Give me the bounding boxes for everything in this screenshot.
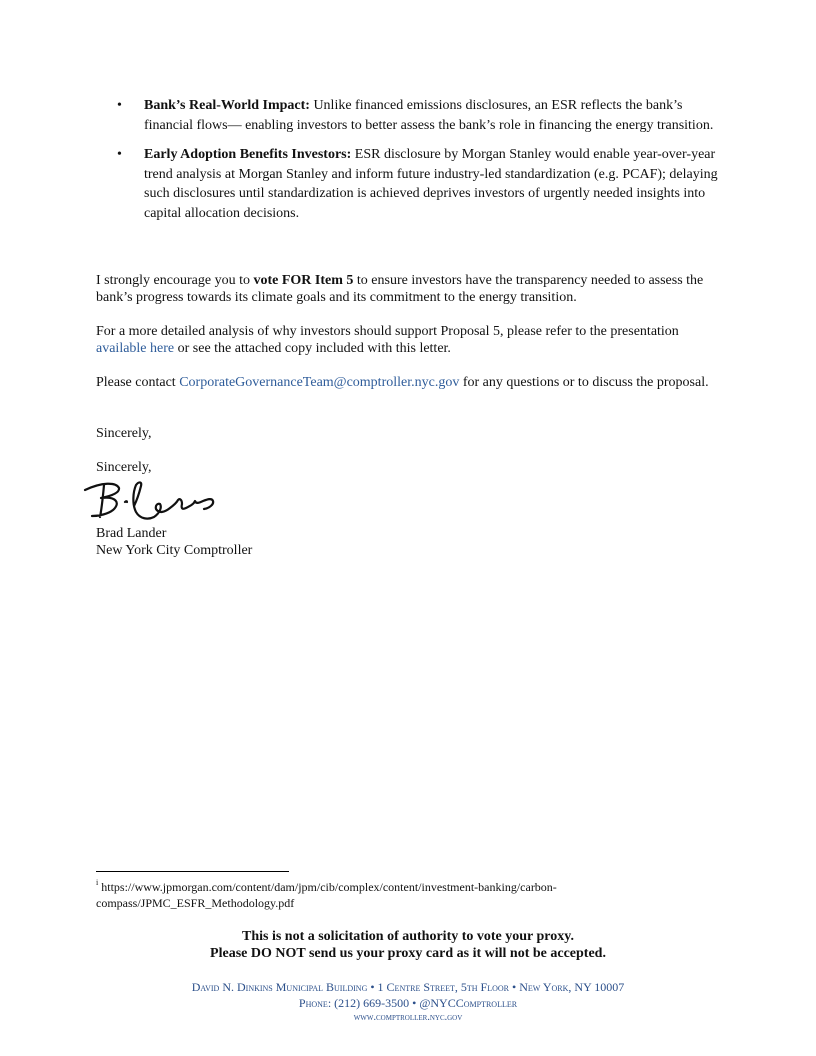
signer-name: Brad Lander — [96, 526, 167, 541]
address-line-2: Phone: (212) 669-3500 • @NYCComptroller — [298, 996, 518, 1010]
contact-paragraph — [96, 374, 722, 391]
footnote-divider — [96, 871, 289, 872]
closing-1: Sincerely, — [96, 426, 152, 441]
bullet-dot-icon: • — [117, 147, 122, 162]
contact-text: Please contact — [96, 375, 180, 390]
signature-icon — [82, 476, 254, 524]
address-line-1: David N. Dinkins Municipal Building • 1 Centre Street, 5th Floor • New York, NY 10007 — [191, 980, 625, 994]
bullet-lead: Bank’s Real-World Impact: — [144, 98, 310, 113]
email-link[interactable]: CorporateGovernanceTeam@comptroller.nyc.gov — [179, 375, 460, 390]
signer-title: New York City Comptroller — [96, 543, 253, 558]
bullet-item — [117, 96, 727, 135]
address-footer — [0, 979, 816, 1024]
footnote-url: https://www.jpmorgan.com/content/dam/jpm/cib/complex/content/investment-banking/carbon-compass/JPMC_ESFR_Methodology.pdf — [96, 880, 557, 910]
available-here-link[interactable]: available here — [96, 341, 175, 356]
bullet-lead: Early Adoption Benefits Investors: — [144, 147, 352, 162]
bullet-dot-icon: • — [117, 98, 122, 113]
notice-line-1: This is not a solicitation of authority to vote your proxy. — [241, 929, 574, 944]
analysis-text-rest: or see the attached copy included with this letter. — [174, 341, 451, 356]
bullet-item — [117, 145, 727, 223]
bullet-text: ESR disclosure by Morgan Stanley would enable year-over-year trend analysis at Morgan Stanley and inform future industry-led standardization (e.g. PCAF); delaying such disclosures until standardization is achieved deprives investors of urgently needed insights into capital allocation decisions. — [144, 147, 718, 221]
encourage-text-rest: to ensure investors have the transparency needed to assess the bank’s progress towards its climate goals and its commitment to the energy transition. — [96, 273, 704, 305]
analysis-text: For a more detailed analysis of why investors should support Proposal 5, please refer to the presentation — [96, 324, 679, 339]
bullet-text: Unlike financed emissions disclosures, an ESR reflects the bank’s financial flows— enabling investors to better assess the bank’s role in financing the energy transition. — [144, 98, 714, 133]
footnote-marker: i — [96, 878, 99, 887]
footnote — [96, 879, 716, 911]
encourage-text: I strongly encourage you to — [96, 273, 254, 288]
closing-2: Sincerely, — [96, 460, 152, 475]
vote-for-item-5: vote FOR Item 5 — [253, 273, 354, 288]
website-line: www.comptroller.nyc.gov — [353, 1012, 463, 1023]
contact-text-rest: for any questions or to discuss the proposal. — [459, 375, 709, 390]
encourage-paragraph — [96, 272, 722, 306]
analysis-paragraph — [96, 323, 722, 357]
proxy-notice — [0, 928, 816, 962]
bullet-list — [117, 96, 727, 233]
notice-line-2: Please DO NOT send us your proxy card as it will not be accepted. — [210, 946, 606, 961]
